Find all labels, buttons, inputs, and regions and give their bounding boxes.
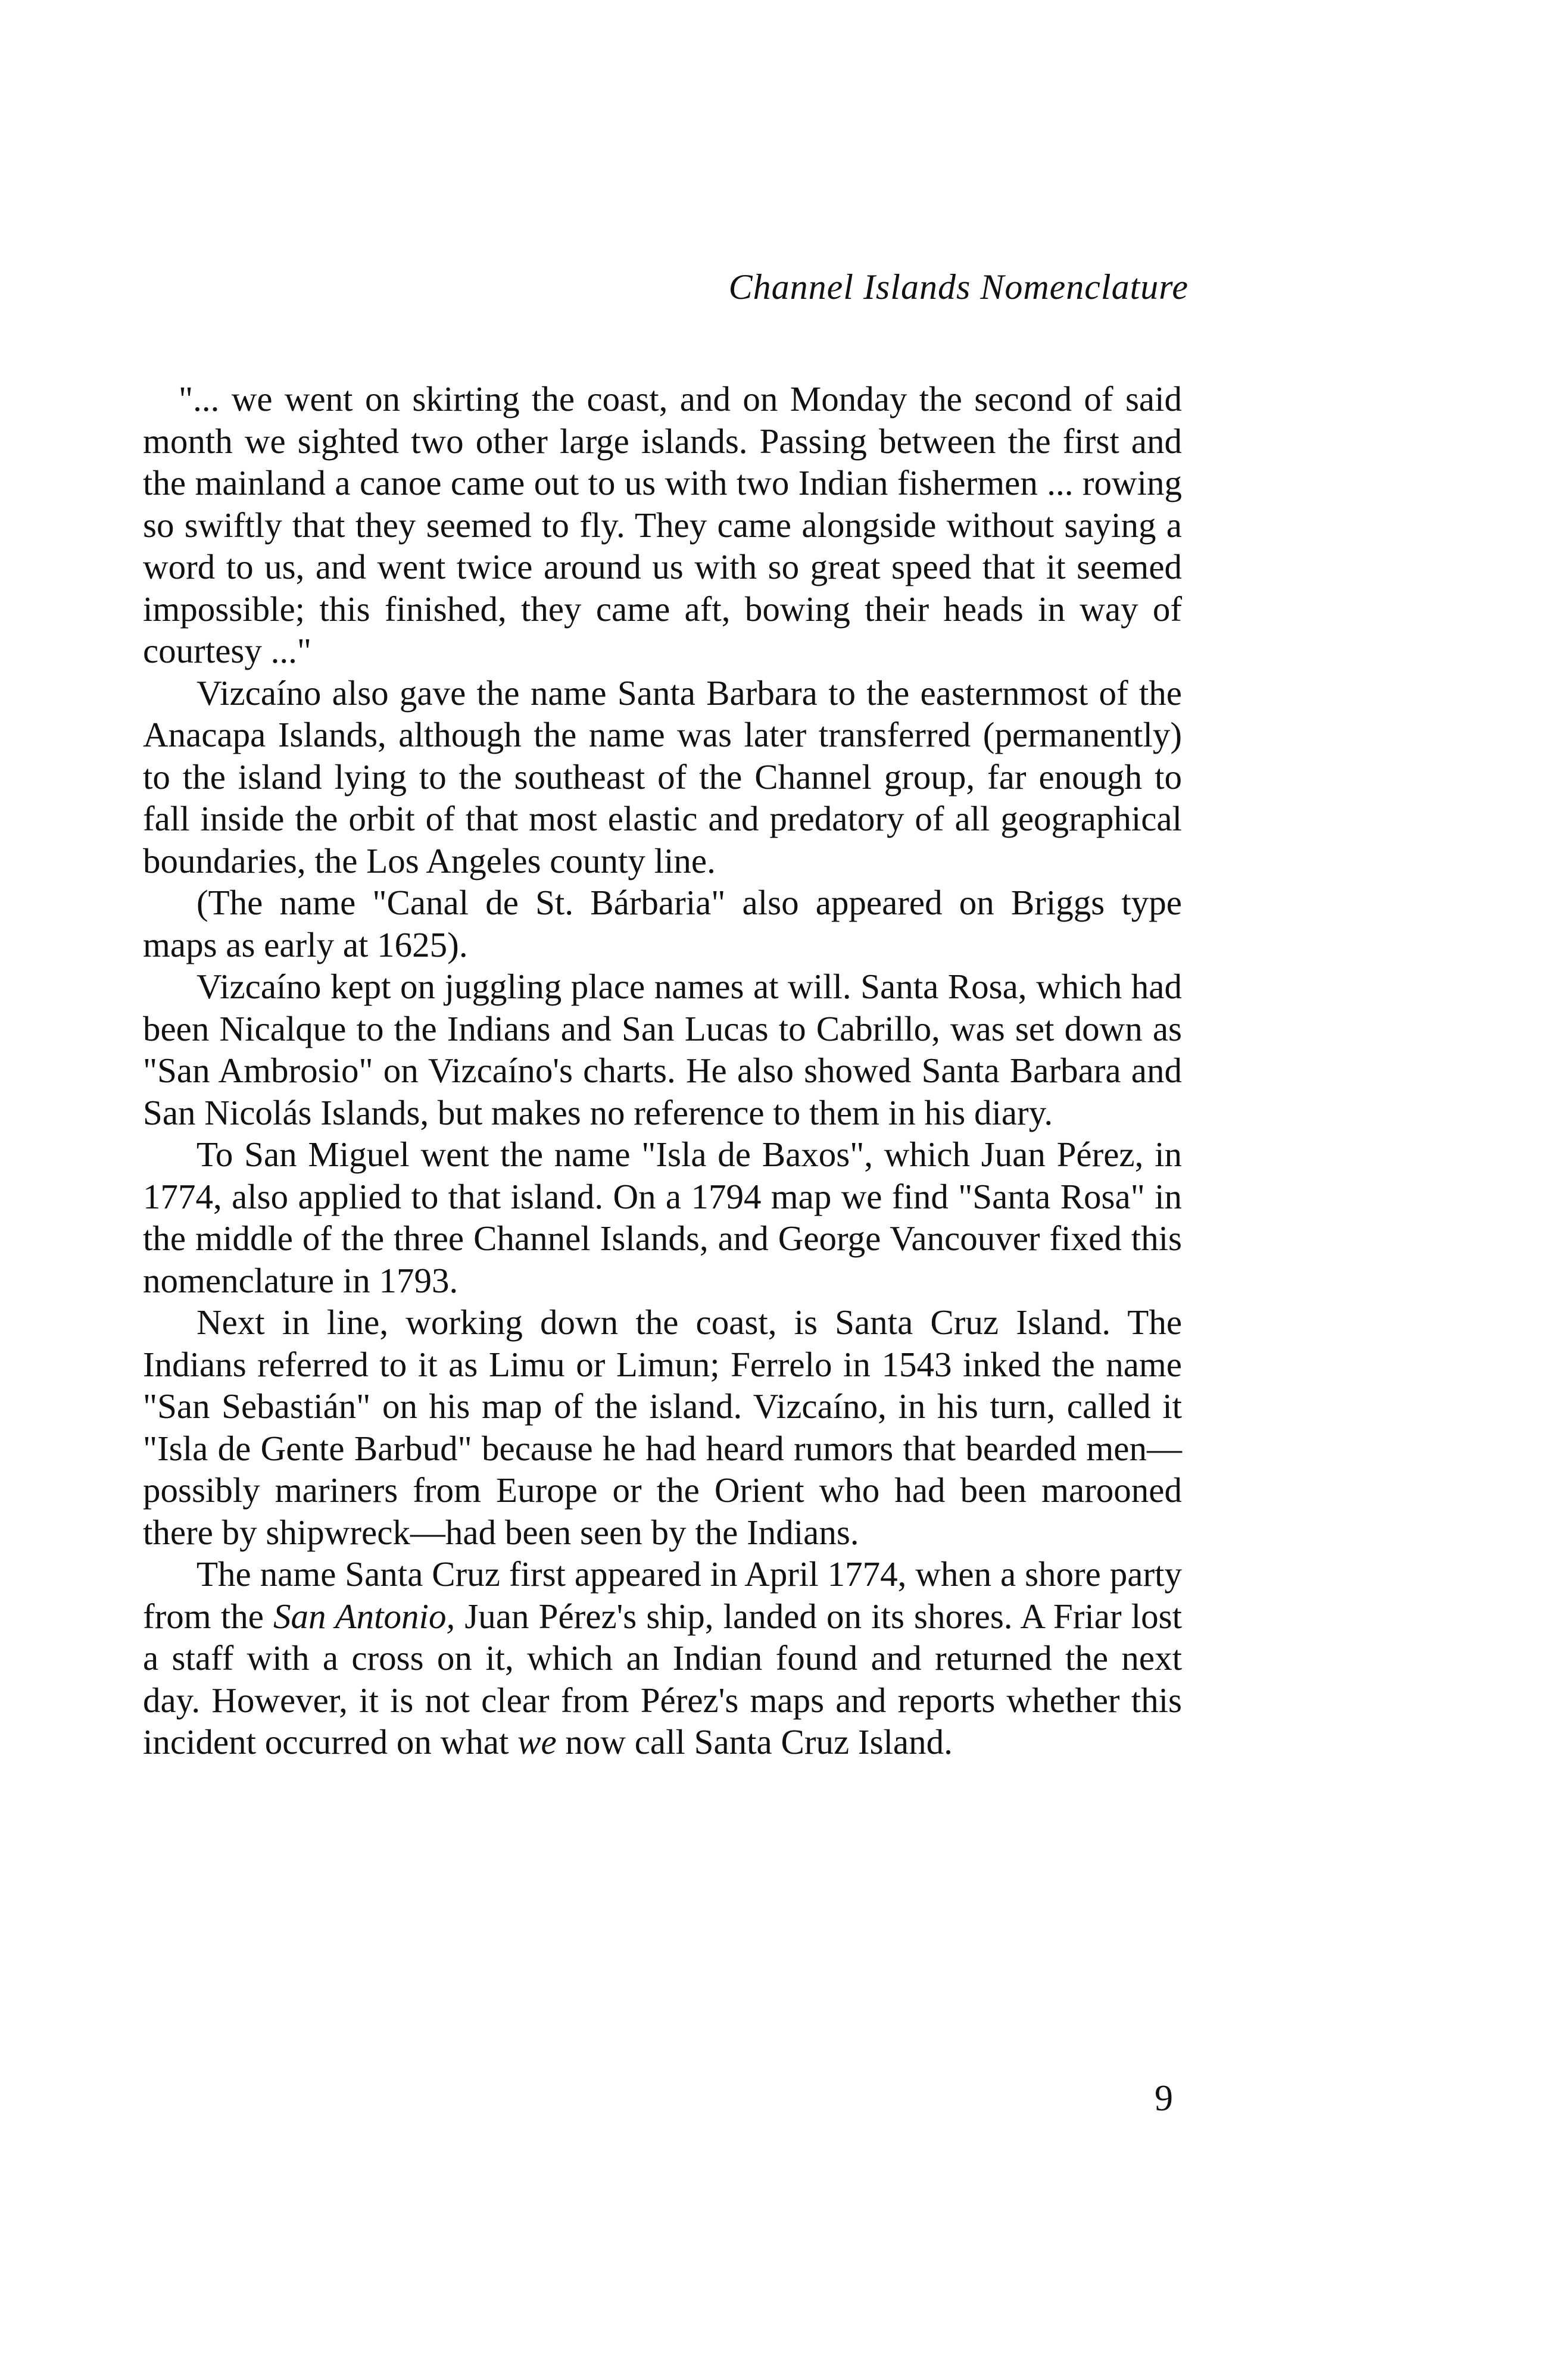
paragraph-text: Juan Pérez's ship, landed on its shores. A Friar lost a staff with a cross on it, which an Indian found and returned the next day. However, it is not clear from Pérez's maps and reports whether this incident occurred on what xyxy=(143,1596,1182,1761)
paragraph-text: now call Santa Cruz Island. xyxy=(556,1722,953,1761)
paragraph: To San Miguel went the name "Isla de Baxos", which Juan Pérez, in 1774, also applied to that island. On a 1794 map we find "Santa Rosa" in the middle of the three Channel Islands, and George Vancouver fixed this nomenclature in 1793. xyxy=(143,1135,1182,1300)
ship-name: San Antonio, xyxy=(273,1596,456,1636)
running-head: Channel Islands Nomenclature xyxy=(728,267,1188,307)
paragraph: Vizcaíno also gave the name Santa Barbara to the easternmost of the Anacapa Islands, although the name was later transferred (permanently) to the island lying to the southeast of the Channel group, far enough to fall inside the orbit of that most elastic and predatory of all geographical boundaries, the Los Angeles county line. xyxy=(143,673,1182,880)
paragraph-text: The name Santa Cruz first appeared in April 1774, when a shore party from the xyxy=(143,1554,1182,1636)
paragraph: Vizcaíno kept on juggling place names at will. Santa Rosa, which had been Nicalque to the Indians and San Lucas to Cabrillo, was set down as "San Ambrosio" on Vizcaíno's charts. He also showed Santa Barbara and San Nicolás Islands, but makes no reference to them in his diary. xyxy=(143,967,1182,1132)
body-text xyxy=(143,378,1182,1763)
quote-paragraph: "... we went on skirting the coast, and on Monday the second of said month we sighted two other large islands. Passing between the first and the mainland a canoe came out to us with two Indian fishermen ... rowing so swiftly that they seemed to fly. They came alongside without saying a word to us, and went twice around us with so great speed that it seemed impossible; this finished, they came aft, bowing their heads in way of courtesy ..." xyxy=(143,379,1182,670)
page-number: 9 xyxy=(1155,2078,1173,2119)
emphasis-word: we xyxy=(517,1722,557,1761)
paragraph: (The name "Canal de St. Bárbaria" also appeared on Briggs type maps as early at 1625). xyxy=(143,883,1182,964)
paragraph-last xyxy=(143,1553,1182,1763)
paragraph: Next in line, working down the coast, is Santa Cruz Island. The Indians referred to it as Limu or Limun; Ferrelo in 1543 inked the name "San Sebastián" on his map of the island. Vizcaíno, in his turn, called it "Isla de Gente Barbud" because he had heard rumors that bearded men—possibly mariners from Europe or the Orient who had been marooned there by shipwreck—had been seen by the Indians. xyxy=(143,1303,1182,1552)
